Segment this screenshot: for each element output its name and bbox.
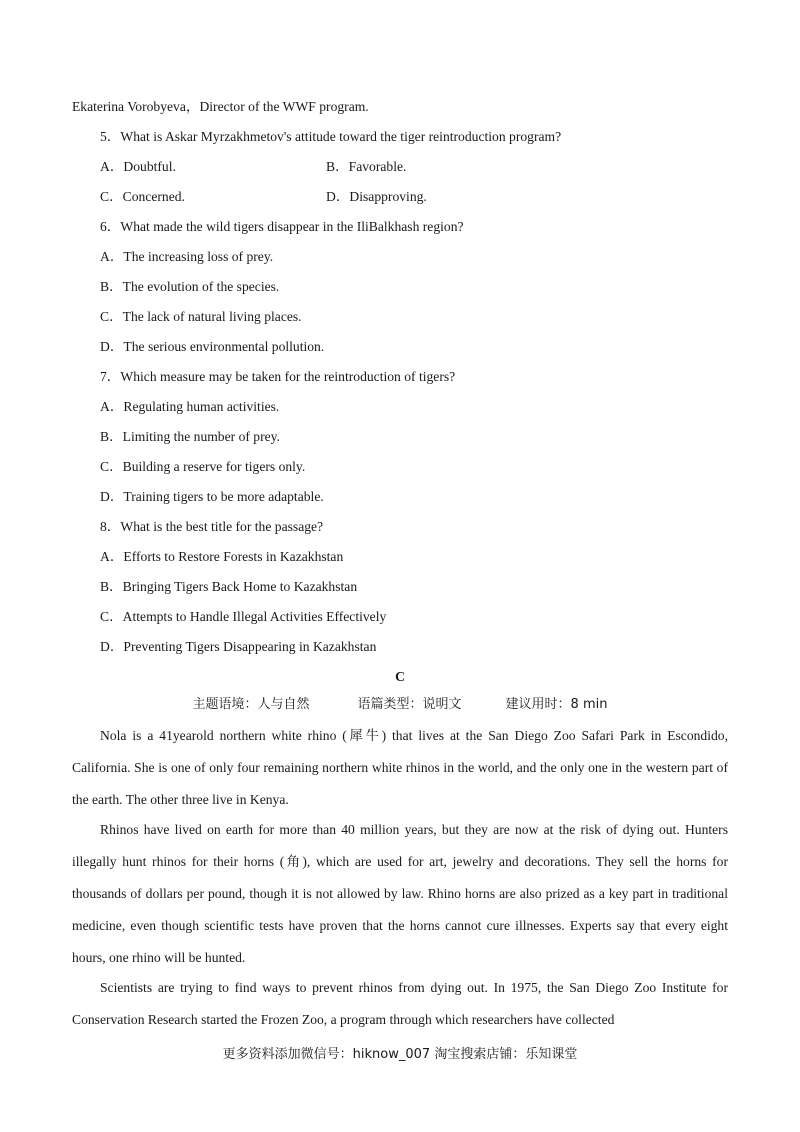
continuation-line: Ekaterina Vorobyeva，Director of the WWF program. — [72, 99, 369, 114]
q8-option-c: C．Attempts to Handle Illegal Activities Effectively — [100, 609, 387, 624]
q5-option-a: A．Doubtful. — [100, 159, 176, 174]
q8-option-a: A．Efforts to Restore Forests in Kazakhstan — [100, 549, 344, 564]
q7-option-c: C．Building a reserve for tigers only. — [100, 459, 306, 474]
q6-option-d: D．The serious environmental pollution. — [100, 339, 325, 354]
q6-option-a: A．The increasing loss of prey. — [100, 249, 274, 264]
section-meta — [0, 695, 800, 715]
question-8-stem: 8．What is the best title for the passage? — [100, 519, 324, 534]
q5-option-d: D．Disapproving. — [326, 189, 427, 204]
q8-option-b: B．Bringing Tigers Back Home to Kazakhstan — [100, 579, 358, 594]
q6-option-c: C．The lack of natural living places. — [100, 309, 302, 324]
question-7-stem: 7．Which measure may be taken for the reintroduction of tigers? — [100, 369, 456, 384]
q7-option-a: A．Regulating human activities. — [100, 399, 280, 414]
section-title: C — [395, 669, 405, 684]
q6-option-b: B．The evolution of the species. — [100, 279, 280, 294]
section-time: 建议用时：8 min — [505, 697, 608, 712]
q8-option-d: D．Preventing Tigers Disappearing in Kazakhstan — [100, 639, 377, 654]
section-genre: 语篇类型：说明文 — [357, 697, 462, 712]
section-theme: 主题语境：人与自然 — [192, 697, 310, 712]
footer-note: 更多资料添加微信号：hiknow_007 淘宝搜索店铺：乐知课堂 — [222, 1047, 578, 1062]
q5-option-b: B．Favorable. — [326, 159, 407, 174]
q7-option-d: D．Training tigers to be more adaptable. — [100, 489, 324, 504]
passage-paragraph-1: Nola is a 41yearold northern white rhino (犀牛) that lives at the San Diego Zoo Safari Park in Escondido, California. She is one of only four remaining northern white rhinos in the world, and the only one in the western part of the earth. The other three live in Kenya. — [72, 728, 728, 807]
q7-option-b: B．Limiting the number of prey. — [100, 429, 280, 444]
passage-paragraph-3: Scientists are trying to find ways to prevent rhinos from dying out. In 1975, the San Diego Zoo Institute for Conservation Research started the Frozen Zoo, a program through which researchers have collected — [72, 980, 728, 1027]
passage-paragraph-2: Rhinos have lived on earth for more than 40 million years, but they are now at the risk of dying out. Hunters illegally hunt rhinos for their horns (角), which are used for art, jewelry and decorations. They sell the horns for thousands of dollars per pound, though it is not allowed by law. Rhino horns are also prized as a key part in traditional medicine, even though scientific tests have proven that the horns cannot cure illnesses. Experts say that every eight hours, one rhino will be hunted. — [72, 822, 728, 965]
question-5-stem: 5．What is Askar Myrzakhmetov's attitude toward the tiger reintroduction program? — [100, 129, 562, 144]
q5-option-c: C．Concerned. — [100, 189, 185, 204]
question-6-stem: 6．What made the wild tigers disappear in the IliBalkhash region? — [100, 219, 464, 234]
